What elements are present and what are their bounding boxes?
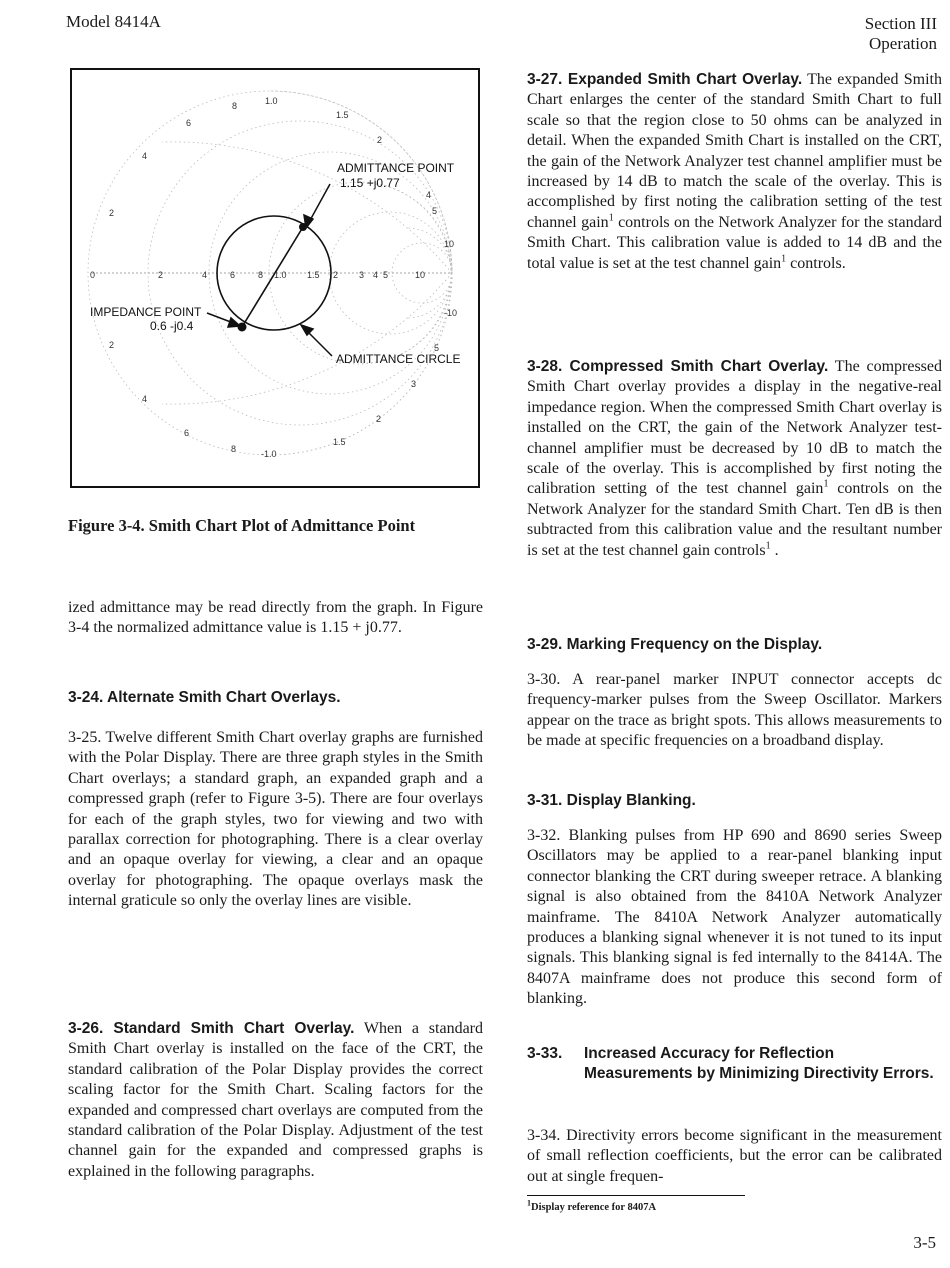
- heading-3-29: 3-29. Marking Frequency on the Display.: [527, 636, 823, 653]
- svg-text:-1.0: -1.0: [261, 449, 277, 459]
- paragraph-3-32: 3-32. Blanking pulses from HP 690 and 8690 series Sweep Oscillators may be applied to a rear-panel blanking input connector blanking the CRT during sweeper retrace. A blanking signal is also obtained from the 8410A Network Analyzer mainframe. The 8410A Network Analyzer automatically produces a blanking signal whenever it is not tuned to its input signals. This blanking signal is fed internally to the 8414A. The 8407A mainframe does not produce this second form of blanking.: [527, 827, 942, 1008]
- svg-text:8: 8: [231, 444, 237, 454]
- paragraph-3-27: 3-27. Expanded Smith Chart Overlay. The expanded Smith Chart enlarges the center of the standard Smith Chart to full scale so that the region close to 50 ohms can be analyzed in detail. When the expanded Smith Chart is installed on the CRT, the gain of the Network Analyzer test channel amplifier must be increased by 14 dB to match the scale of the overlay. This is accomplished by first noting the calibration setting of the test channel gain$^1$ controls on the Network Analyzer for the standard Smith Chart. This calibration value is added to 14 dB and the total value is set at the test channel gain$^1$ controls.: [527, 71, 943, 272]
- header-section: [865, 14, 937, 54]
- footnote-marker: 1: [527, 1198, 531, 1208]
- svg-text:2: 2: [109, 208, 115, 218]
- impedance-point-value: 0.6 -j0.4: [150, 319, 194, 333]
- svg-text:4: 4: [142, 151, 148, 161]
- heading-3-24: 3-24. Alternate Smith Chart Overlays.: [68, 689, 341, 706]
- paragraph-3-25: 3-25. Twelve different Smith Chart overlay graphs are furnished with the Polar Display. There are three graph styles in the Smith Chart overlays; a standard graph, an expanded graph and a compressed graph (refer to Figure 3-5). There are four overlays for each of the graph styles, two for viewing and two with parallax correction for photographing. There is a clear overlay and an opaque overlay for viewing, a clear and an opaque overlay for photographing. The opaque overlays mask the internal graticule so only the overlay lines are visible.: [68, 729, 483, 910]
- svg-text:4: 4: [373, 270, 379, 280]
- svg-text:10: 10: [415, 270, 426, 280]
- svg-text:0: 0: [90, 270, 96, 280]
- smith-chart-figure: [70, 68, 480, 488]
- page-number: 3-5: [913, 1233, 936, 1252]
- impedance-admittance-line: [242, 227, 303, 327]
- heading-3-27: 3-27. Expanded Smith Chart Overlay.: [527, 71, 803, 88]
- paragraph-3-28: 3-28. Compressed Smith Chart Overlay. The compressed Smith Chart overlay provides a display in the negative-real impedance region. When the compressed Smith Chart overlay is installed on the CRT, the gain of the Network Analyzer test-channel amplifier must be decreased by 10 dB to match the scale of the overlay. This is accomplished by first noting the calibration setting of the test channel gain$^1$ controls on the Network Analyzer for the standard Smith Chart. Ten dB is then subtracted from this calibration value and the resultant number is set at the test channel gain controls$^1$ .: [527, 358, 943, 559]
- impedance-point-label: IMPEDANCE POINT: [90, 305, 202, 319]
- svg-text:3: 3: [411, 379, 417, 389]
- svg-text:6: 6: [184, 428, 190, 438]
- svg-text:5: 5: [434, 343, 440, 353]
- svg-text:2: 2: [109, 340, 115, 350]
- paragraph-3-30: 3-30. A rear-panel marker INPUT connector accepts dc frequency-marker pulses from the Sweep Oscillator. Markers appear on the trace as bright spots. This allows measurements to be made at specific frequencies on a broadband display.: [527, 671, 942, 750]
- impedance-point-marker: [238, 323, 247, 332]
- footnote-ref: 1: [765, 540, 771, 552]
- svg-text:1.0: 1.0: [274, 270, 287, 280]
- svg-text:4: 4: [202, 270, 208, 280]
- paragraph-3-26: [68, 1019, 483, 1182]
- figure-caption: Figure 3-4. Smith Chart Plot of Admittance Point: [68, 516, 416, 535]
- paragraph-3-34: 3-34. Directivity errors become significant in the measurement of small reflection coefficients, but the error can be calibrated out at single frequen-: [527, 1127, 942, 1185]
- heading-3-31: 3-31. Display Blanking.: [527, 792, 696, 809]
- footnote: [527, 1198, 657, 1213]
- svg-text:5: 5: [432, 206, 438, 216]
- footnote-ref: 1: [823, 479, 829, 491]
- footnote-divider: [527, 1195, 745, 1196]
- svg-text:8: 8: [232, 101, 238, 111]
- svg-text:6: 6: [230, 270, 236, 280]
- svg-text:2: 2: [333, 270, 339, 280]
- smith-chart-svg: [72, 70, 478, 486]
- admittance-circle-label: ADMITTANCE CIRCLE: [336, 352, 461, 366]
- svg-text:1.5: 1.5: [333, 437, 346, 447]
- svg-text:4: 4: [142, 394, 148, 404]
- svg-text:5: 5: [383, 270, 389, 280]
- svg-text:2: 2: [377, 135, 383, 145]
- svg-text:8: 8: [258, 270, 264, 280]
- header-section-number: Section III: [864, 14, 937, 33]
- paragraph-3-26-body: When a standard Smith Chart overlay is installed on the face of the CRT, the standard calibration of the Polar Display provides the correct scaling factor for the Smith Chart. Scaling factors for the expanded and compressed chart overlays are computed from the standard calibration of the Polar Display. Adjustment of the test channel gain for the expanded and compressed graphs is explained in the following paragraphs.: [68, 1020, 483, 1180]
- svg-text:1.5: 1.5: [336, 110, 349, 120]
- svg-text:3: 3: [359, 270, 365, 280]
- svg-text:1.0: 1.0: [265, 96, 278, 106]
- svg-text:-10: -10: [444, 308, 458, 318]
- svg-text:2: 2: [376, 414, 382, 424]
- header-section-name: Operation: [869, 34, 937, 53]
- admittance-point-value: 1.15 +j0.77: [340, 176, 400, 190]
- heading-3-33: 3-33. Increased Accuracy for Reflection Measurements by Minimizing Directivity Errors.: [527, 1045, 934, 1082]
- svg-text:2: 2: [158, 270, 164, 280]
- footnote-text: Display reference for 8407A: [531, 1202, 657, 1213]
- svg-text:6: 6: [186, 118, 192, 128]
- heading-3-26: 3-26. Standard Smith Chart Overlay.: [68, 1020, 355, 1037]
- resistance-tick-labels: [90, 270, 425, 280]
- footnote-ref: 1: [608, 212, 614, 224]
- admittance-point-label: ADMITTANCE POINT: [337, 161, 455, 175]
- footnote-ref: 1: [781, 253, 787, 265]
- svg-text:10: 10: [444, 239, 455, 249]
- continuation-paragraph: ized admittance may be read directly from the graph. In Figure 3-4 the normalized admittance value is 1.15 + j0.77.: [68, 599, 483, 637]
- heading-3-28: 3-28. Compressed Smith Chart Overlay.: [527, 358, 829, 375]
- svg-text:4: 4: [426, 190, 432, 200]
- svg-text:1.5: 1.5: [307, 270, 320, 280]
- header-model: Model 8414A: [66, 12, 161, 31]
